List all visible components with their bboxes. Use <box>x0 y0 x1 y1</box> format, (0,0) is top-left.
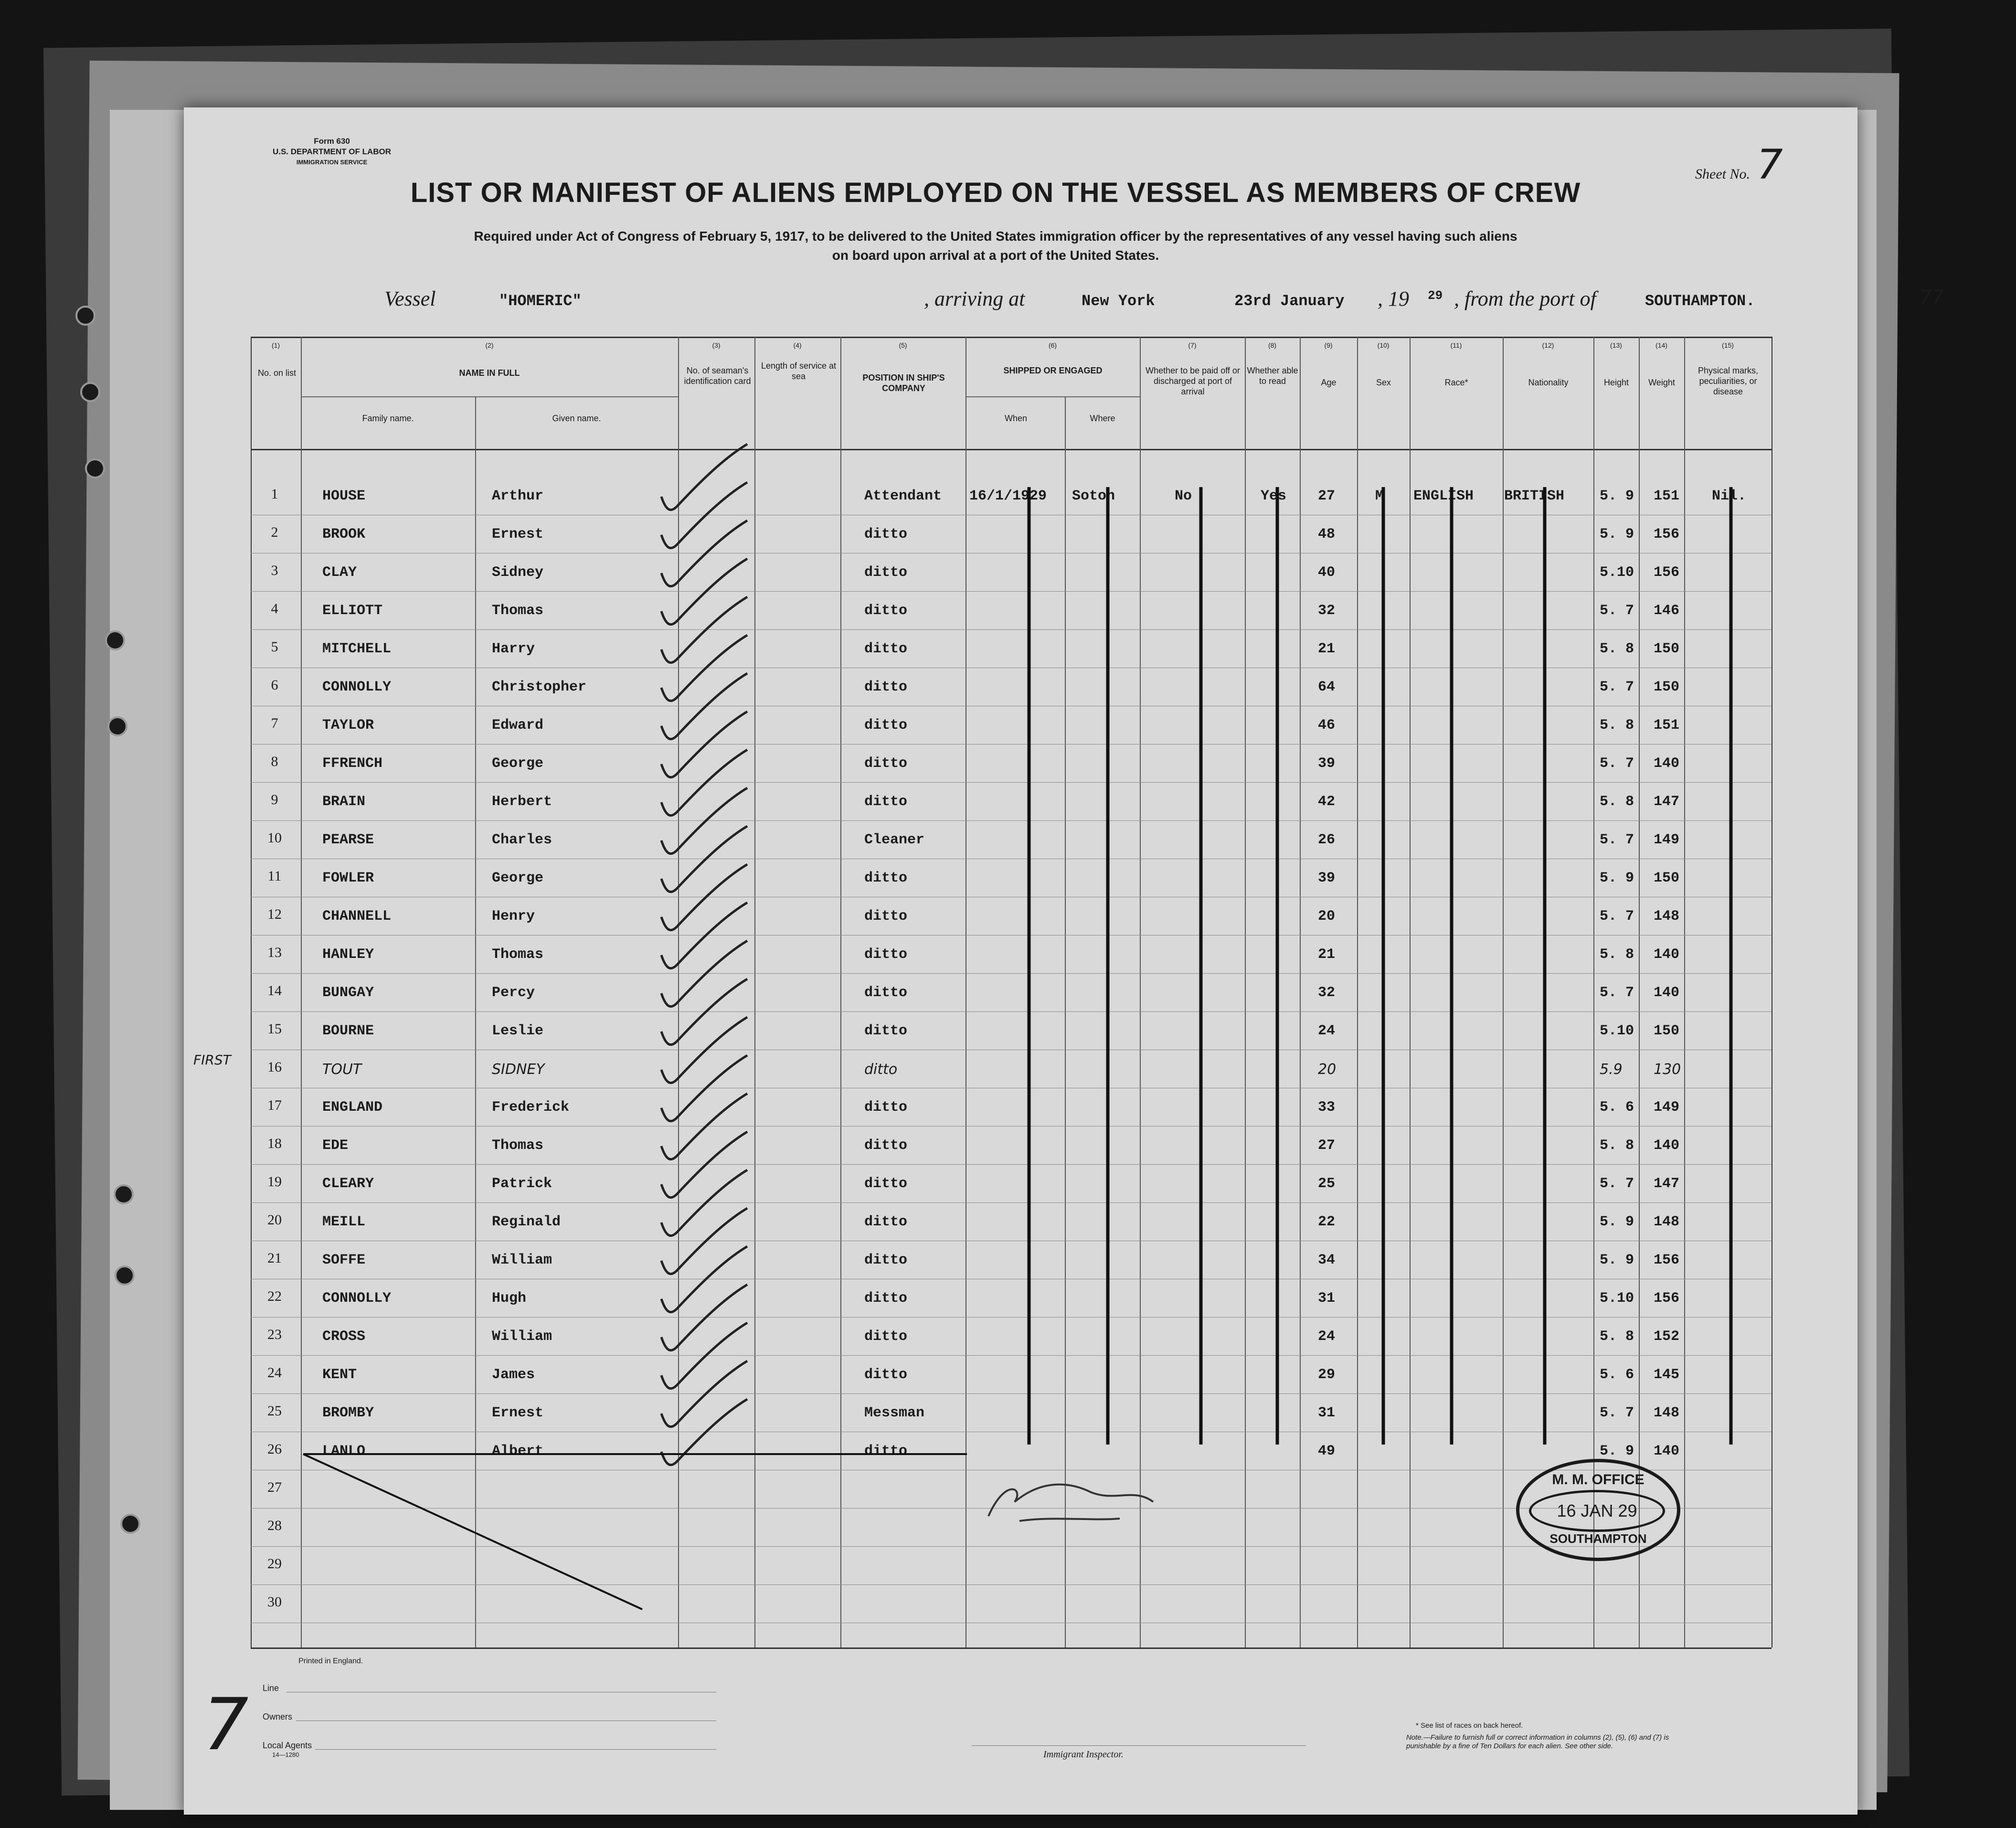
cross-out-line <box>303 1454 642 1609</box>
given-name-cell: Hugh <box>492 1290 527 1307</box>
age-cell: 33 <box>1318 1099 1336 1116</box>
weight-cell: 150 <box>1654 679 1680 695</box>
tick-mark <box>661 597 747 663</box>
year-prefix: , 19 <box>1378 287 1409 310</box>
punch-hole <box>80 382 100 402</box>
column-number: (2) <box>485 341 494 349</box>
row-number: 15 <box>267 1021 282 1037</box>
physical-marks-cell: Nil. <box>1712 488 1747 504</box>
height-cell: 5.10 <box>1600 1290 1634 1307</box>
row-number: 27 <box>267 1479 282 1495</box>
height-cell: 5. 9 <box>1600 870 1634 886</box>
column-number: (9) <box>1324 341 1333 349</box>
form-number: Form 630 <box>314 137 350 146</box>
given-name-cell: William <box>492 1252 552 1268</box>
age-cell: 39 <box>1318 870 1336 886</box>
given-name-cell: Frederick <box>492 1099 570 1116</box>
agents-rule <box>315 1749 716 1750</box>
height-cell: 5. 7 <box>1600 679 1634 695</box>
given-name-cell: William <box>492 1328 552 1345</box>
tick-mark <box>661 1323 747 1389</box>
position-cell: ditto <box>864 908 908 925</box>
punch-hole <box>105 630 125 650</box>
printed-note: Printed in England. <box>298 1657 363 1665</box>
row-number: 23 <box>267 1327 282 1342</box>
column-number: (13) <box>1610 341 1622 349</box>
race-cell: ENGLISH <box>1413 488 1474 504</box>
weight-cell: 156 <box>1654 1290 1680 1307</box>
height-cell: 5. 7 <box>1600 908 1634 925</box>
position-cell: ditto <box>864 1099 908 1116</box>
age-cell: 21 <box>1318 641 1336 657</box>
position-cell: Messman <box>864 1405 925 1421</box>
corner-mark: 77 <box>1920 287 1944 308</box>
row-number: 24 <box>267 1365 282 1381</box>
row-number: 12 <box>267 906 282 922</box>
row-number: 22 <box>267 1288 282 1304</box>
weight-cell: 150 <box>1654 870 1680 886</box>
position-cell: ditto <box>864 1290 908 1307</box>
age-cell: 31 <box>1318 1290 1336 1307</box>
height-cell: 5. 8 <box>1600 641 1634 657</box>
weight-cell: 140 <box>1654 1137 1680 1154</box>
position-cell: ditto <box>864 1367 908 1383</box>
height-cell: 5. 8 <box>1600 1328 1634 1345</box>
family-name-cell: SOFFE <box>322 1252 366 1268</box>
manifest-sheet <box>184 107 1944 1815</box>
given-name-cell: Ernest <box>492 526 544 542</box>
weight-cell: 156 <box>1654 1252 1680 1268</box>
paid-off-cell: No <box>1175 488 1192 504</box>
position-cell: ditto <box>864 603 908 619</box>
arrival-date: 23rd January <box>1234 292 1345 310</box>
given-name-cell: Ernest <box>492 1405 544 1421</box>
weight-cell: 149 <box>1654 1099 1680 1116</box>
header-paid-off: Whether to be paid off or discharged at port of arrival <box>1146 366 1240 396</box>
tick-mark <box>661 1017 747 1083</box>
family-name-cell: CHANNELL <box>322 908 392 925</box>
row-number: 9 <box>271 792 278 808</box>
row-number: 7 <box>271 715 278 731</box>
given-name-cell: George <box>492 755 544 772</box>
able-read-cell: Yes <box>1261 488 1287 504</box>
position-cell: ditto <box>864 564 908 581</box>
column-number: (12) <box>1542 341 1554 349</box>
position-cell: ditto <box>864 946 908 963</box>
age-cell: 46 <box>1318 717 1336 733</box>
tick-mark <box>661 1132 747 1198</box>
position-cell: ditto <box>864 1061 898 1078</box>
given-name-cell: Edward <box>492 717 544 733</box>
tick-mark <box>661 444 747 510</box>
family-name-cell: MITCHELL <box>322 641 392 657</box>
weight-cell: 140 <box>1654 1443 1680 1459</box>
tick-mark <box>661 979 747 1045</box>
position-cell: ditto <box>864 1328 908 1345</box>
tick-mark <box>661 1246 747 1312</box>
nationality-cell: BRITISH <box>1504 488 1565 504</box>
row-number: 30 <box>267 1594 282 1610</box>
family-name-cell: HOUSE <box>322 488 366 504</box>
row-number: 19 <box>267 1174 282 1190</box>
position-cell: ditto <box>864 870 908 886</box>
given-name-cell: Charles <box>492 832 552 848</box>
row-number: 8 <box>271 754 278 769</box>
weight-cell: 147 <box>1654 794 1680 810</box>
header-when: When <box>1004 414 1028 423</box>
row-number: 1 <box>271 486 278 502</box>
row-number: 13 <box>267 945 282 960</box>
given-name-cell: Reginald <box>492 1214 561 1230</box>
header-family-name: Family name. <box>362 414 414 423</box>
weight-cell: 151 <box>1654 488 1680 504</box>
family-name-cell: CLAY <box>322 564 357 581</box>
header-shipped: SHIPPED OR ENGAGED <box>1003 366 1103 375</box>
header-length-service: Length of service at sea <box>761 361 837 381</box>
given-name-cell: Henry <box>492 908 535 925</box>
vessel-label: Vessel <box>384 287 436 310</box>
tick-mark <box>661 1285 747 1350</box>
given-name-cell: George <box>492 870 544 886</box>
column-number: (7) <box>1188 341 1197 349</box>
family-name-cell: KENT <box>322 1367 357 1383</box>
position-cell: ditto <box>864 1214 908 1230</box>
position-cell: ditto <box>864 985 908 1001</box>
sheet-label: Sheet No. <box>1695 166 1750 182</box>
tick-mark <box>661 712 747 777</box>
family-name-cell: CONNOLLY <box>322 1290 392 1307</box>
weight-cell: 148 <box>1654 1214 1680 1230</box>
owners-label: Owners <box>263 1712 293 1722</box>
family-name-cell: FOWLER <box>322 870 374 886</box>
family-name-cell: BOURNE <box>322 1023 374 1039</box>
position-cell: ditto <box>864 526 908 542</box>
row-number: 5 <box>271 639 278 655</box>
tick-mark <box>661 1361 747 1427</box>
family-name-cell: ELLIOTT <box>322 603 383 619</box>
line-label: Line <box>263 1683 279 1693</box>
row-number: 3 <box>271 563 278 578</box>
age-cell: 39 <box>1318 755 1336 772</box>
weight-cell: 145 <box>1654 1367 1680 1383</box>
tick-mark <box>661 1399 747 1465</box>
from-port: SOUTHAMPTON. <box>1645 292 1755 310</box>
age-cell: 20 <box>1318 908 1336 925</box>
weight-cell: 156 <box>1654 564 1680 581</box>
given-name-cell: Sidney <box>492 564 544 581</box>
age-cell: 31 <box>1318 1405 1336 1421</box>
height-cell: 5. 7 <box>1600 755 1634 772</box>
given-name-cell: Percy <box>492 985 535 1001</box>
from-label: , from the port of <box>1454 287 1596 310</box>
inspector-rule <box>972 1745 1306 1746</box>
header-name-in-full: NAME IN FULL <box>459 368 520 378</box>
given-name-cell: Leslie <box>492 1023 544 1039</box>
weight-cell: 156 <box>1654 526 1680 542</box>
weight-cell: 140 <box>1654 985 1680 1001</box>
family-name-cell: CLEARY <box>322 1176 374 1192</box>
header-able-read: Whether able to read <box>1247 366 1298 386</box>
age-cell: 24 <box>1318 1328 1336 1345</box>
age-cell: 29 <box>1318 1367 1336 1383</box>
height-cell: 5. 6 <box>1600 1099 1634 1116</box>
punch-hole <box>114 1184 134 1204</box>
inspector-label: Immigrant Inspector. <box>1043 1749 1124 1760</box>
age-cell: 27 <box>1318 1137 1336 1154</box>
family-name-cell: MEILL <box>322 1214 366 1230</box>
family-name-cell: BRAIN <box>322 794 366 810</box>
family-name-cell: TAYLOR <box>322 717 374 733</box>
header-height: Height <box>1603 378 1629 387</box>
family-name-cell: ENGLAND <box>322 1099 383 1116</box>
tick-mark <box>661 1094 747 1159</box>
header-no-on-list: No. on list <box>257 368 297 378</box>
margin-note: FIRST <box>193 1052 231 1068</box>
given-name-cell: Patrick <box>492 1176 552 1192</box>
age-cell: 26 <box>1318 832 1336 848</box>
header-physical: Physical marks, peculiarities, or disease <box>1698 366 1759 396</box>
weight-cell: 130 <box>1654 1061 1681 1078</box>
height-cell: 5. 9 <box>1600 1252 1634 1268</box>
family-name-cell: TOUT <box>322 1061 362 1078</box>
service-label: IMMIGRATION SERVICE <box>296 159 368 166</box>
department-label: U.S. DEPARTMENT OF LABOR <box>272 147 392 156</box>
year-suffix: 29 <box>1428 288 1443 303</box>
family-name-cell: EDE <box>322 1137 349 1154</box>
position-cell: ditto <box>864 1176 908 1192</box>
row-number: 20 <box>267 1212 282 1228</box>
position-cell: ditto <box>864 794 908 810</box>
fine-note: Note.—Failure to furnish full or correct information in columns (2), (5), (6) and (7) is punishable by a fine of Ten Dollars for each alien. See other side. <box>1406 1733 1669 1750</box>
subtitle-line-2: on board upon arrival at a port of the United States. <box>832 248 1159 263</box>
given-name-cell: Herbert <box>492 794 552 810</box>
header-weight: Weight <box>1648 378 1675 387</box>
height-cell: 5. 9 <box>1600 526 1634 542</box>
family-name-cell: BUNGAY <box>322 985 374 1001</box>
row-number: 2 <box>271 524 278 540</box>
family-name-cell: PEARSE <box>322 832 374 848</box>
header-nationality: Nationality <box>1528 378 1569 387</box>
age-cell: 27 <box>1318 488 1336 504</box>
position-cell: ditto <box>864 1137 908 1154</box>
weight-cell: 149 <box>1654 832 1680 848</box>
height-cell: 5. 7 <box>1600 1405 1634 1421</box>
tick-mark <box>661 903 747 968</box>
position-cell: ditto <box>864 641 908 657</box>
position-cell: Attendant <box>864 488 942 504</box>
position-cell: ditto <box>864 679 908 695</box>
weight-cell: 150 <box>1654 641 1680 657</box>
column-number: (5) <box>899 341 907 349</box>
punch-hole <box>107 716 127 736</box>
weight-cell: 146 <box>1654 603 1680 619</box>
header-sex: Sex <box>1376 378 1391 387</box>
position-cell: ditto <box>864 755 908 772</box>
weight-cell: 151 <box>1654 717 1680 733</box>
tick-mark <box>661 788 747 854</box>
row-number: 11 <box>267 868 282 884</box>
column-number: (3) <box>712 341 721 349</box>
age-cell: 34 <box>1318 1252 1336 1268</box>
family-name-cell: CONNOLLY <box>322 679 392 695</box>
given-name-cell: Thomas <box>492 1137 544 1154</box>
row-number: 6 <box>271 677 278 693</box>
stamp-bottom: SOUTHAMPTON <box>1549 1531 1647 1546</box>
position-cell: Cleaner <box>864 832 925 848</box>
age-cell: 24 <box>1318 1023 1336 1039</box>
height-cell: 5. 7 <box>1600 985 1634 1001</box>
family-name-cell: BROOK <box>322 526 366 542</box>
position-cell: ditto <box>864 1443 908 1459</box>
family-name-cell: CROSS <box>322 1328 366 1345</box>
header-where: Where <box>1090 414 1115 423</box>
height-cell: 5. 8 <box>1600 1137 1634 1154</box>
agents-label: Local Agents <box>263 1741 312 1750</box>
shipped-where-cell: Soton <box>1072 488 1115 504</box>
age-cell: 48 <box>1318 526 1336 542</box>
column-number: (10) <box>1377 341 1390 349</box>
column-number: (15) <box>1722 341 1734 349</box>
weight-cell: 148 <box>1654 908 1680 925</box>
weight-cell: 140 <box>1654 755 1680 772</box>
weight-cell: 147 <box>1654 1176 1680 1192</box>
form-code: 14—1280 <box>272 1751 299 1758</box>
subtitle-line-1: Required under Act of Congress of February 5, 1917, to be delivered to the United States immigration officer by the representatives of any vessel having such aliens <box>474 229 1517 244</box>
office-stamp <box>1516 1459 1680 1561</box>
header-given-name: Given name. <box>552 414 601 423</box>
sex-cell: M <box>1375 488 1384 504</box>
tick-mark <box>661 941 747 1007</box>
tick-mark <box>661 673 747 739</box>
column-number: (4) <box>793 341 802 349</box>
given-name-cell: Harry <box>492 641 535 657</box>
family-name-cell: FFRENCH <box>322 755 383 772</box>
column-number: (8) <box>1268 341 1277 349</box>
position-cell: ditto <box>864 1252 908 1268</box>
family-name-cell: BROMBY <box>322 1405 374 1421</box>
tick-mark <box>661 635 747 701</box>
family-name-cell: LANLO <box>322 1443 366 1459</box>
age-cell: 22 <box>1318 1214 1336 1230</box>
row-number: 25 <box>267 1403 282 1419</box>
row-number: 21 <box>267 1250 282 1266</box>
given-name-cell: James <box>492 1367 535 1383</box>
given-name-cell: SIDNEY <box>492 1061 545 1078</box>
punch-hole <box>120 1514 140 1534</box>
height-cell: 5. 8 <box>1600 946 1634 963</box>
page-mark: 7 <box>203 1683 249 1766</box>
height-cell: 5. 6 <box>1600 1367 1634 1383</box>
row-number: 10 <box>267 830 282 846</box>
row-number: 4 <box>271 601 278 616</box>
height-cell: 5.10 <box>1600 564 1634 581</box>
weight-cell: 150 <box>1654 1023 1680 1039</box>
age-cell: 20 <box>1318 1061 1337 1078</box>
tick-mark <box>661 1055 747 1121</box>
column-number: (6) <box>1048 341 1057 349</box>
age-cell: 42 <box>1318 794 1336 810</box>
signature-scribble <box>988 1485 1153 1521</box>
given-name-cell: Christopher <box>492 679 587 695</box>
height-cell: 5. 8 <box>1600 794 1634 810</box>
given-name-cell: Albert <box>492 1443 544 1459</box>
height-cell: 5. 9 <box>1600 1214 1634 1230</box>
arriving-label: , arriving at <box>924 287 1025 310</box>
race-note: * See list of races on back hereof. <box>1416 1722 1523 1730</box>
family-name-cell: HANLEY <box>322 946 374 963</box>
given-name-cell: Thomas <box>492 946 544 963</box>
page-title: LIST OR MANIFEST OF ALIENS EMPLOYED ON THE VESSEL AS MEMBERS OF CREW <box>410 177 1581 208</box>
tick-mark <box>661 559 747 625</box>
tick-mark <box>661 826 747 892</box>
given-name-cell: Thomas <box>492 603 544 619</box>
tick-mark <box>661 1170 747 1236</box>
punch-hole <box>85 458 105 478</box>
header-race: Race* <box>1444 378 1468 387</box>
arriving-port: New York <box>1082 292 1155 310</box>
punch-hole <box>75 306 95 326</box>
stamp-date: 16 JAN 29 <box>1529 1490 1665 1532</box>
weight-cell: 152 <box>1654 1328 1680 1345</box>
row-number: 29 <box>267 1556 282 1572</box>
tick-mark <box>661 1208 747 1274</box>
tick-mark <box>661 750 747 816</box>
column-number: (1) <box>271 341 280 349</box>
height-cell: 5.9 <box>1600 1061 1623 1078</box>
height-cell: 5. 9 <box>1600 1443 1634 1459</box>
header-id-card: No. of seaman's identification card <box>684 366 751 386</box>
stamp-top: M. M. OFFICE <box>1552 1472 1645 1488</box>
column-number: (11) <box>1450 341 1462 349</box>
column-number: (14) <box>1655 341 1667 349</box>
age-cell: 64 <box>1318 679 1336 695</box>
height-cell: 5.10 <box>1600 1023 1634 1039</box>
age-cell: 40 <box>1318 564 1336 581</box>
height-cell: 5. 7 <box>1600 1176 1634 1192</box>
punch-hole <box>115 1265 135 1286</box>
weight-cell: 148 <box>1654 1405 1680 1421</box>
header-age: Age <box>1321 378 1337 387</box>
age-cell: 32 <box>1318 985 1336 1001</box>
tick-mark <box>661 482 747 548</box>
row-number: 16 <box>267 1059 282 1075</box>
position-cell: ditto <box>864 1023 908 1039</box>
height-cell: 5. 9 <box>1600 488 1634 504</box>
age-cell: 32 <box>1318 603 1336 619</box>
shipped-when-cell: 16/1/1929 <box>969 488 1047 504</box>
height-cell: 5. 7 <box>1600 603 1634 619</box>
age-cell: 25 <box>1318 1176 1336 1192</box>
given-name-cell: Arthur <box>492 488 544 504</box>
age-cell: 49 <box>1318 1443 1336 1459</box>
height-cell: 5. 7 <box>1600 832 1634 848</box>
age-cell: 21 <box>1318 946 1336 963</box>
height-cell: 5. 8 <box>1600 717 1634 733</box>
tick-mark <box>661 521 747 586</box>
tick-mark <box>661 864 747 930</box>
row-number: 17 <box>267 1097 282 1113</box>
row-number: 28 <box>267 1518 282 1533</box>
row-number: 18 <box>267 1136 282 1151</box>
row-number: 14 <box>267 983 282 999</box>
position-cell: ditto <box>864 717 908 733</box>
weight-cell: 140 <box>1654 946 1680 963</box>
sheet-value: 7 <box>1756 141 1783 189</box>
vessel-name: "HOMERIC" <box>499 292 582 310</box>
header-position: POSITION IN SHIP'S COMPANY <box>862 373 945 393</box>
row-number: 26 <box>267 1441 282 1457</box>
